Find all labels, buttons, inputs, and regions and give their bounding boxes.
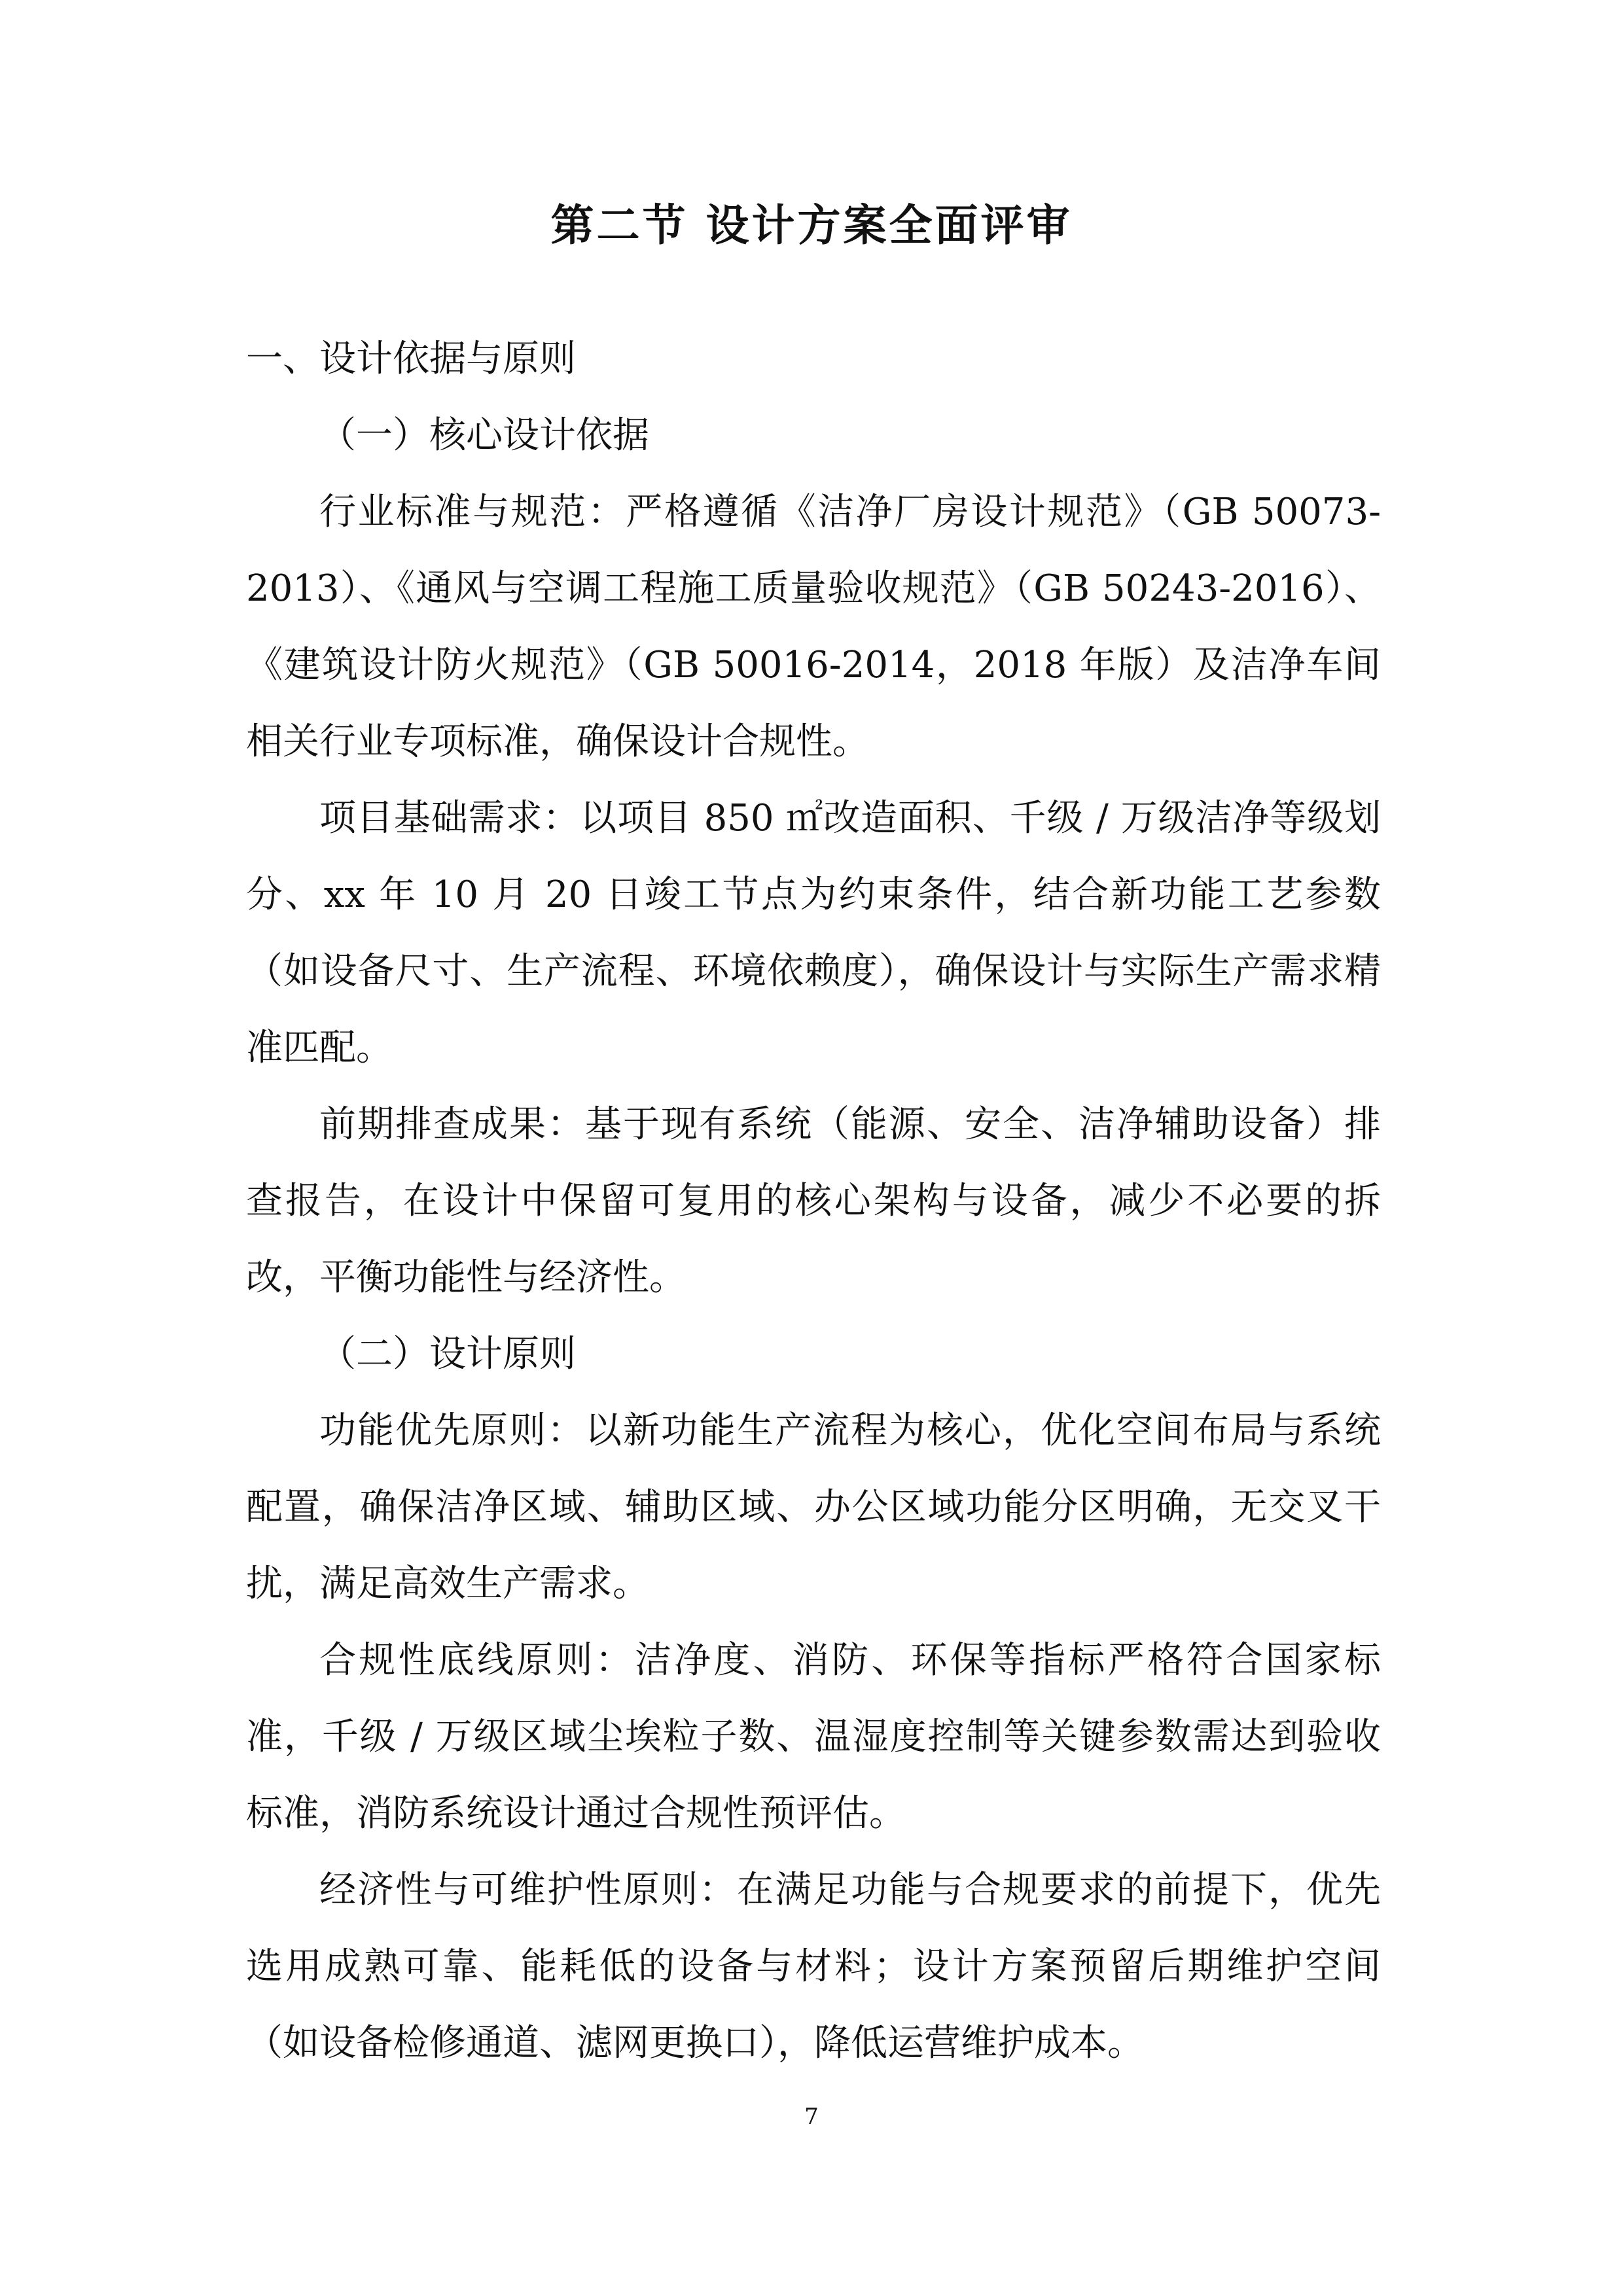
page-number: 7: [804, 2104, 819, 2130]
subsection-heading-2: （二）设计原则: [319, 1333, 576, 1375]
paragraph-compliance: 合规性底线原则：洁净度、消防、环保等指标严格符合国家标准，千级 / 万级区域尘埃粒子数、温湿度控制等关键参数需达到验收标准，消防系统设计通过合规性预评估。: [246, 1639, 1381, 1835]
paragraph-standards: 行业标准与规范：严格遵循《洁净厂房设计规范》（GB 50073-2013）、《通风与空调工程施工质量验收规范》（GB 50243-2016）、《建筑设计防火规范》（GB 50016-2014，2018 年版）及洁净车间相关行业专项标准，确保设计合规性。: [246, 491, 1381, 763]
document-body: [246, 321, 1381, 2081]
paragraph-economy-maintainability: 经济性与可维护性原则：在满足功能与合规要求的前提下，优先选用成熟可靠、能耗低的设备与材料；设计方案预留后期维护空间（如设备检修通道、滤网更换口），降低运营维护成本。: [246, 1869, 1381, 2064]
paragraph-project-requirements: 项目基础需求：以项目 850 ㎡改造面积、千级 / 万级洁净等级划分、xx 年 10 月 20 日竣工节点为约束条件，结合新功能工艺参数（如设备尺寸、生产流程、环境依赖度），确保设计与实际生产需求精准匹配。: [246, 797, 1381, 1069]
paragraph-survey-results: 前期排查成果：基于现有系统（能源、安全、洁净辅助设备）排查报告，在设计中保留可复用的核心架构与设备，减少不必要的拆改，平衡功能性与经济性。: [246, 1103, 1381, 1299]
section-heading: 一、设计依据与原则: [246, 338, 576, 380]
paragraph-function-first: 功能优先原则：以新功能生产流程为核心，优化空间布局与系统配置，确保洁净区域、辅助区域、办公区域功能分区明确，无交叉干扰，满足高效生产需求。: [246, 1409, 1381, 1605]
page-title: 第二节 设计方案全面评审: [550, 200, 1073, 251]
subsection-heading-1: （一）核心设计依据: [319, 414, 649, 457]
